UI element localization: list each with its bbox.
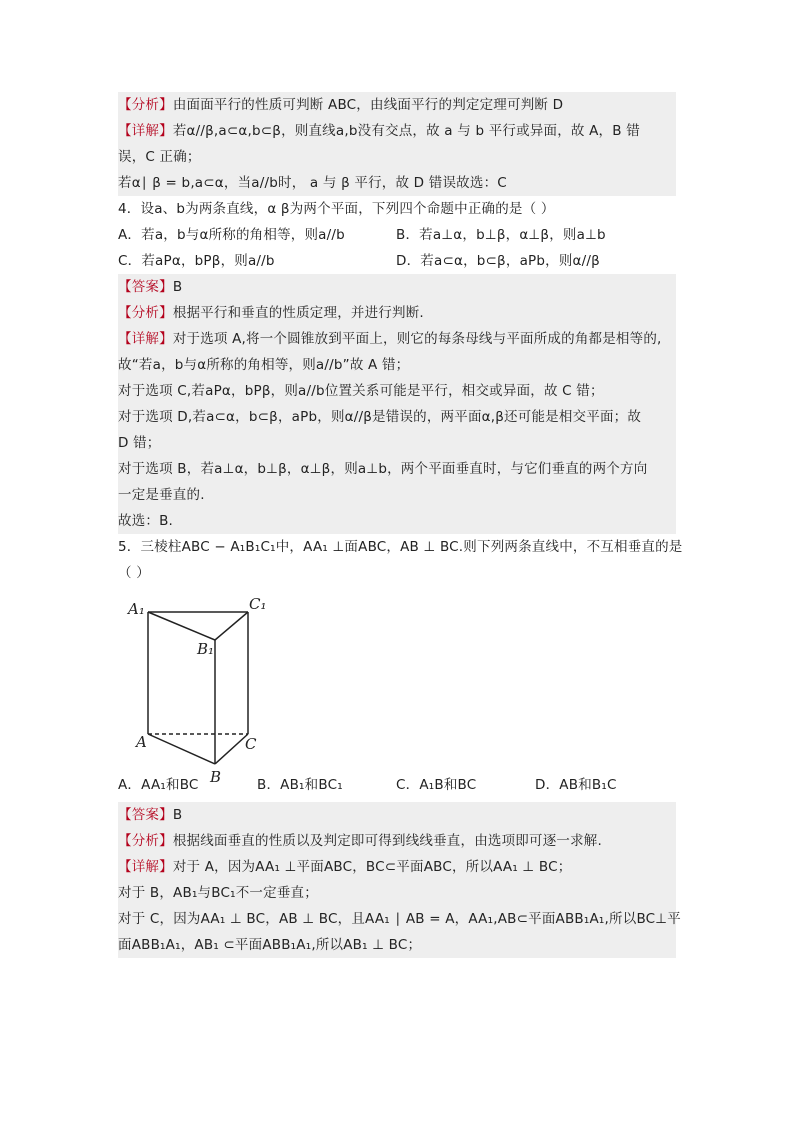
analysis-text: 根据平行和垂直的性质定理，并进行判断.	[172, 305, 424, 321]
detail-tag: 【详解】	[118, 331, 173, 347]
analysis-text: 由面面平行的性质可判断 ABC，由线面平行的判定定理可判断 D	[172, 97, 564, 113]
answer-text: B	[172, 807, 183, 823]
question-5-stem: 5．三棱柱ABC − A₁B₁C₁中，AA₁ ⊥面ABC，AB ⊥ BC.则下列两条直线中，不互相垂直的是	[118, 539, 683, 555]
answer-tag: 【答案】	[118, 279, 173, 295]
detail-line	[118, 854, 676, 880]
option-b: B．AB₁和BC₁	[257, 777, 343, 793]
detail-line: D 错；	[118, 430, 676, 456]
detail-line: 若α∣ β = b,a⊂α，当a//b时， a 与 β 平行，故 D 错误故选：C	[118, 170, 676, 196]
detail-line	[118, 118, 676, 144]
question-4-stem: 4．设a、b为两条直线，α β为两个平面，下列四个命题中正确的是（ ）	[118, 201, 555, 217]
option-a: A．AA₁和BC	[118, 777, 199, 793]
detail-line: 对于选项 C,若aPα，bPβ，则a//b位置关系可能是平行，相交或异面，故 C 错；	[118, 378, 676, 404]
question-5-stem-cont: （ ）	[118, 565, 150, 581]
question-4-options-row-2	[118, 248, 676, 274]
prism-figure	[118, 592, 676, 782]
answer-line	[118, 802, 676, 828]
document-page	[118, 92, 683, 958]
option-d: D．若a⊂α，b⊂β，aPb，则α//β	[396, 253, 600, 269]
option-a: A．若a，b与α所称的角相等，则a//b	[118, 227, 345, 243]
option-c: C．若aPα，bPβ，则a//b	[118, 253, 275, 269]
detail-tag: 【详解】	[118, 859, 173, 875]
option-d: D．AB和B₁C	[535, 777, 617, 793]
analysis-line	[118, 92, 676, 118]
label-b1: B₁	[197, 640, 215, 658]
detail-line: 一定是垂直的.	[118, 482, 676, 508]
question-4-options-row-1	[118, 222, 676, 248]
edge-bc	[215, 734, 248, 764]
detail-line: 面ABB₁A₁，AB₁ ⊂平面ABB₁A₁,所以AB₁ ⊥ BC；	[118, 932, 676, 958]
label-c1: C₁	[249, 595, 267, 613]
detail-line: 误，C 正确；	[118, 144, 676, 170]
detail-line: 故“若a，b与α所称的角相等，则a//b”故 A 错；	[118, 352, 676, 378]
detail-text: 若α//β,a⊂α,b⊂β，则直线a,b没有交点，故 a 与 b 平行或异面，故 A，B 错	[172, 123, 640, 139]
label-b: B	[210, 768, 222, 782]
answer-tag: 【答案】	[118, 807, 173, 823]
analysis-tag: 【分析】	[118, 305, 173, 321]
analysis-tag: 【分析】	[118, 97, 173, 113]
answer-line	[118, 274, 676, 300]
label-a: A	[136, 733, 147, 751]
analysis-tag: 【分析】	[118, 833, 173, 849]
analysis-line	[118, 300, 676, 326]
detail-tag: 【详解】	[118, 123, 173, 139]
detail-line: 对于选项 B，若a⊥α，b⊥β，α⊥β，则a⊥b，两个平面垂直时，与它们垂直的两个方向	[118, 456, 676, 482]
option-c: C．A₁B和BC	[396, 777, 477, 793]
edge-b1c1	[215, 612, 248, 640]
detail-text: 对于 A，因为AA₁ ⊥平面ABC，BC⊂平面ABC，所以AA₁ ⊥ BC；	[172, 859, 572, 875]
triangular-prism-diagram	[118, 592, 318, 782]
detail-text: 对于选项 A,将一个圆锥放到平面上，则它的每条母线与平面所成的角都是相等的,	[172, 331, 662, 347]
detail-line: 对于 B，AB₁与BC₁不一定垂直；	[118, 880, 676, 906]
detail-line	[118, 326, 676, 352]
answer-text: B	[172, 279, 183, 295]
option-b: B．若a⊥α，b⊥β，α⊥β，则a⊥b	[396, 227, 606, 243]
label-c: C	[245, 735, 257, 753]
edge-ab	[148, 734, 215, 764]
label-a1: A₁	[128, 600, 145, 618]
analysis-text: 根据线面垂直的性质以及判定即可得到线线垂直，由选项即可逐一求解.	[172, 833, 603, 849]
edge-a1b1	[148, 612, 215, 640]
choice-line: 故选：B.	[118, 508, 676, 534]
detail-line: 对于选项 D,若a⊂α，b⊂β，aPb，则α//β是错误的，两平面α,β还可能是相交平面；故	[118, 404, 676, 430]
analysis-line	[118, 828, 676, 854]
detail-line: 对于 C，因为AA₁ ⊥ BC，AB ⊥ BC，且AA₁ ∣ AB = A，AA₁,AB⊂平面ABB₁A₁,所以BC⊥平	[118, 906, 676, 932]
